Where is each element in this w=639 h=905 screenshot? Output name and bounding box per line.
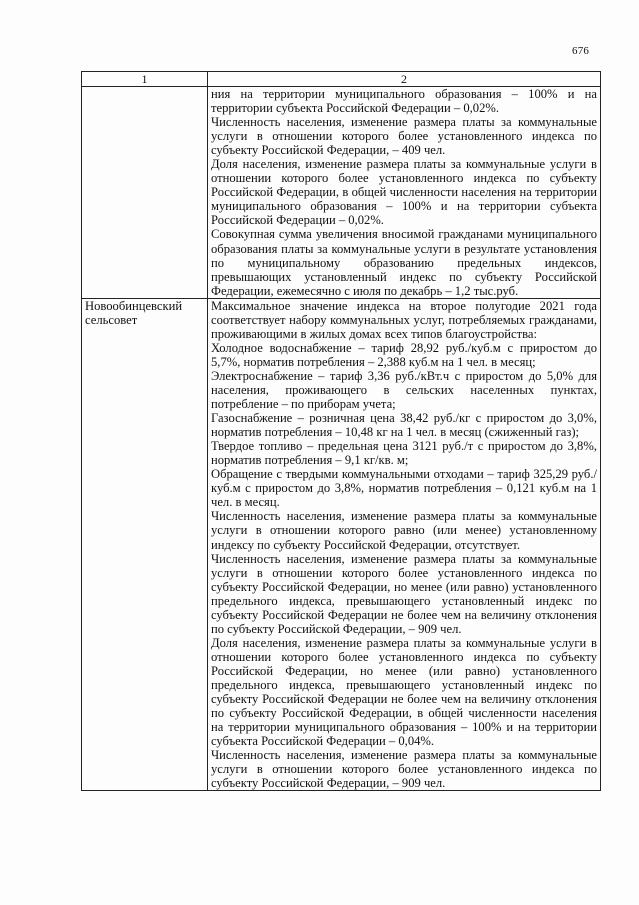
description-paragraph: Обращение с твердыми коммунальными отходами – тариф 325,29 руб./куб.м с приростом до 3,8%, норматив потребления – 0,121 куб.м на 1 чел. в месяц. (211, 467, 597, 510)
description-paragraph: Максимальное значение индекса на второе полугодие 2021 года соответствует набору коммунальных услуг, потребляемых гражданами, проживающими в жилых домах всех типов благоустройства: (211, 298, 597, 341)
municipality-name-cell (82, 87, 208, 299)
description-paragraph: Твердое топливо – предельная цена 3121 руб./т с приростом до 3,8%, норматив потребления – 9,1 кг/кв. м; (211, 439, 597, 468)
document-table (81, 71, 601, 791)
description-paragraph: Электроснабжение – тариф 3,36 руб./кВт.ч с приростом до 5,0% для населения, проживающего в сельских населенных пунктах, потребление – по приборам учета; (211, 368, 597, 412)
description-paragraph: Численность населения, изменение размера платы за коммунальные услуги в отношении которого более установленного индекса по субъекту Российской Федерации, – 909 чел. (211, 748, 597, 791)
description-paragraph: Численность населения, изменение размера платы за коммунальные услуги в отношении которого более установленного индекса по субъекту Российской Федерации, – 409 чел. (211, 115, 597, 158)
column-header-2: 2 (208, 72, 601, 87)
municipality-name-line: сельсовет (85, 312, 138, 327)
page-number: 676 (572, 45, 590, 57)
table-header-row (82, 72, 601, 87)
description-paragraph: Газоснабжение – розничная цена 38,42 руб./кг с приростом до 3,0%, норматив потребления – 10,48 кг на 1 чел. в месяц (сжиженный газ); (211, 411, 597, 440)
description-cell (208, 298, 601, 791)
table-row (82, 87, 601, 299)
municipality-name-line: Новообинцевский (85, 298, 183, 313)
table-row (82, 298, 601, 791)
description-paragraph: Холодное водоснабжение – тариф 28,92 руб./куб.м с приростом до 5,7%, норматив потребления – 2,388 куб.м на 1 чел. в месяц; (211, 340, 597, 369)
description-paragraph: Совокупная сумма увеличения вносимой гражданами муниципального образования платы за коммунальные услуги в результате установления по муниципальному образованию предельных индексов, превышающих установленный индекс по субъекту Российской Федерации, ежемесячно с июля по декабрь – 1,2 тыс.руб. (211, 227, 597, 298)
description-paragraph: Численность населения, изменение размера платы за коммунальные услуги в отношении которого более установленного индекса по субъекту Российской Федерации, но менее (или равно) установленного предельного индекса, превышающего установленный индекс по субъекту Российской Федерации не более чем на величину отклонения по субъекту Российской Федерации, – 909 чел. (211, 551, 597, 636)
description-paragraph: Доля населения, изменение размера платы за коммунальные услуги в отношении которого более установленного индекса по субъекту Российской Федерации, в общей численности населения на территории муниципального образования – 100% и на территории субъекта Российской Федерации – 0,02%. (211, 157, 597, 228)
column-header-1: 1 (82, 72, 208, 87)
description-paragraph: Численность населения, изменение размера платы за коммунальные услуги в отношении которого равно (или менее) установленному индексу по субъекту Российской Федерации, отсутствует. (211, 509, 597, 552)
description-cell (208, 87, 601, 299)
municipality-name-cell (82, 298, 208, 791)
description-paragraph: Доля населения, изменение размера платы за коммунальные услуги в отношении которого более установленного индекса по субъекту Российской Федерации, но менее (или равно) установленного предельного индекса, превышающего установленный индекс по субъекту Российской Федерации не более чем на величину отклонения по субъекту Российской Федерации, в общей численности населения на территории муниципального образования – 100% и на территории субъекта Российской Федерации – 0,04%. (211, 635, 597, 749)
description-paragraph: ния на территории муниципального образования – 100% и на территории субъекта Российской Федерации – 0,02%. (211, 87, 597, 116)
